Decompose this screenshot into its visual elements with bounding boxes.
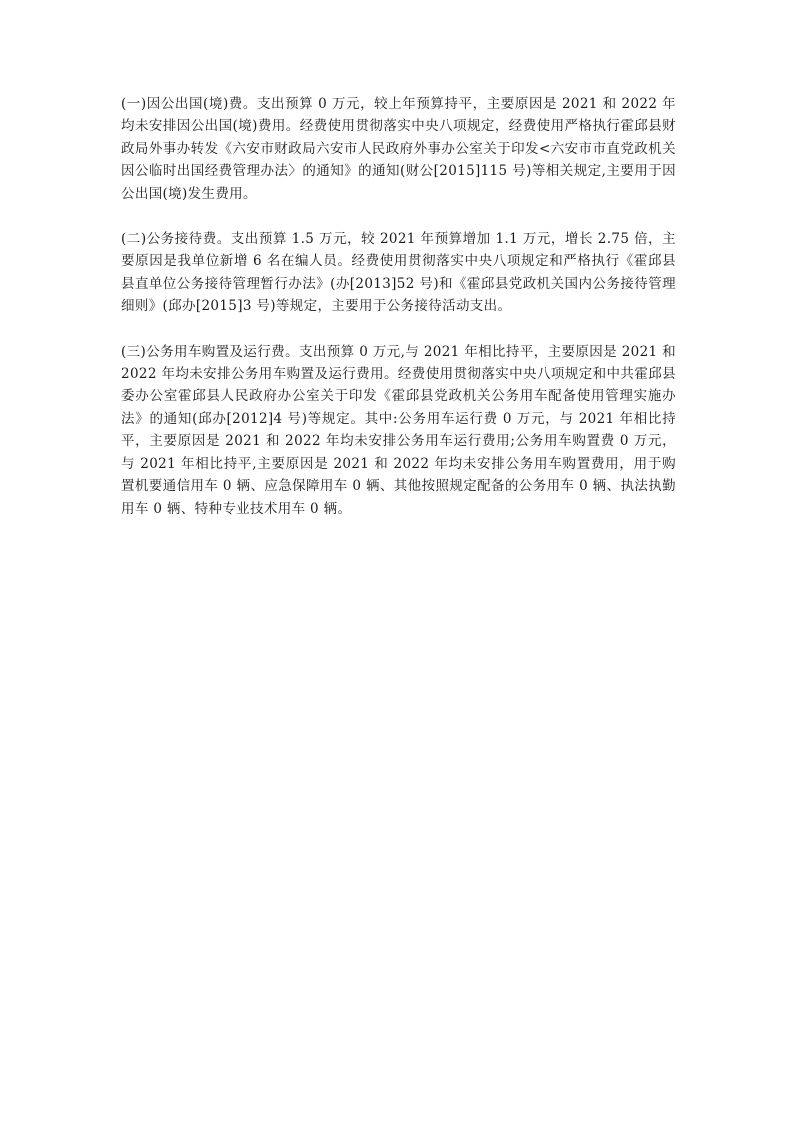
paragraph-official-reception-expenses: (二)公务接待费。支出预算 1.5 万元，较 2021 年预算增加 1.1 万元，增长 2.75 倍，主要原因是我单位新增 6 名在编人员。经费使用贯彻落实中央八项规定和严格执行《霍邱县县直单位公务接待管理暂行办法》(办[2013]52 号)和《霍邱县党政机关国内公务接待管理细则》(邱办[2015]3 号)等规定，主要用于公务接待活动支出。	[121, 231, 676, 315]
paragraph-overseas-travel-expenses: (一)因公出国(境)费。支出预算 0 万元，较上年预算持平，主要原因是 2021 和 2022 年均未安排因公出国(境)费用。经费使用贯彻落实中央八项规定，经费使用严格执行霍邱县财政局外事办转发《六安市财政局六安市人民政府外事办公室关于印发<六安市市直党政机关因公临时出国经费管理办法〉的通知》的通知(财公[2015]115 号)等相关规定,主要用于因公出国(境)发生费用。	[121, 96, 676, 202]
document-body	[121, 93, 676, 543]
paragraph-official-vehicle-expenses: (三)公务用车购置及运行费。支出预算 0 万元,与 2021 年相比持平，主要原因是 2021 和 2022 年均未安排公务用车购置及运行费用。经费使用贯彻落实中央八项规定和中共霍邱县委办公室霍邱县人民政府办公室关于印发《霍邱县党政机关公务用车配备使用管理实施办法》的通知(邱办[2012]4 号)等规定。其中:公务用车运行费 0 万元，与 2021 年相比持平，主要原因是 2021 和 2022 年均未安排公务用车运行费用;公务用车购置费 0 万元，与 2021 年相比持平,主要原因是 2021 和 2022 年均未安排公务用车购置费用，用于购置机要通信用车 0 辆、应急保障用车 0 辆、其他按照规定配备的公务用车 0 辆、执法执勤用车 0 辆、特种专业技术用车 0 辆。	[121, 343, 676, 517]
